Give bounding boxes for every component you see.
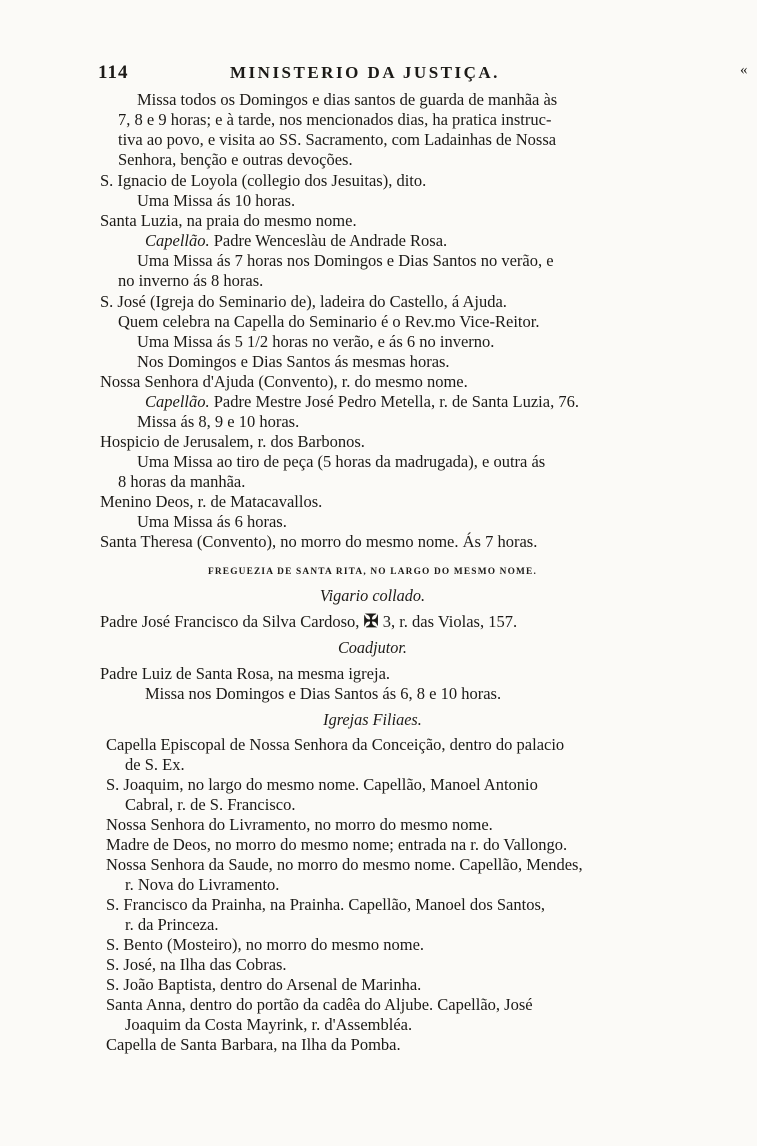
entry-title: S. Joaquim, no largo do mesmo nome. Capellão, Manoel Antonio <box>106 775 538 794</box>
text-line: Uma Missa ao tiro de peça (5 horas da madrugada), e outra ás <box>137 452 546 471</box>
text-line: Nos Domingos e Dias Santos ás mesmas horas. <box>137 352 450 371</box>
entry-title: Nossa Senhora da Saude, no morro do mesmo nome. Capellão, Mendes, <box>106 855 583 874</box>
entry-title: Santa Anna, dentro do portão da cadêa do Aljube. Capellão, José <box>106 995 533 1014</box>
running-title: MINISTERIO DA JUSTIÇA. <box>230 63 500 82</box>
entry-title: Menino Deos, r. de Matacavallos. <box>100 492 323 511</box>
page-number: 114 <box>98 62 129 83</box>
text-line: no inverno ás 8 horas. <box>118 271 264 290</box>
chaplain-name: Padre Wenceslàu de Andrade Rosa. <box>209 231 448 250</box>
text-line: Uma Missa ás 6 horas. <box>137 512 287 531</box>
chaplain-line <box>145 231 447 251</box>
entry-title: Santa Theresa (Convento), no morro do mesmo nome. Ás 7 horas. <box>100 532 538 551</box>
page-header <box>0 62 757 86</box>
corner-mark: « <box>740 62 748 78</box>
chaplain-name: Padre Mestre José Pedro Metella, r. de Santa Luzia, 76. <box>209 392 579 411</box>
subheading-coadjutor: Coadjutor. <box>337 638 408 657</box>
vigario-name: Padre José Francisco da Silva Cardoso, <box>100 612 364 631</box>
text-line: 7, 8 e 9 horas; e à tarde, nos mencionados dias, ha pratica instruc- <box>118 110 552 129</box>
text-line: tiva ao povo, e visita ao SS. Sacramento, com Ladainhas de Nossa <box>118 130 557 149</box>
vigario-line <box>100 611 517 632</box>
text-line: Cabral, r. de S. Francisco. <box>125 795 296 814</box>
text-line: r. Nova do Livramento. <box>125 875 280 894</box>
cross-icon: ✠ <box>363 611 379 631</box>
text-line: Joaquim da Costa Mayrink, r. d'Assembléa. <box>125 1015 413 1034</box>
vigario-address: 3, r. das Violas, 157. <box>378 612 518 631</box>
entry-title: Capella Episcopal de Nossa Senhora da Conceição, dentro do palacio <box>106 735 565 754</box>
entry-title: S. Ignacio de Loyola (collegio dos Jesuitas), dito. <box>100 171 427 190</box>
entry-title: S. Francisco da Prainha, na Prainha. Capellão, Manoel dos Santos, <box>106 895 545 914</box>
text-line: de S. Ex. <box>125 755 185 774</box>
text-line: Uma Missa ás 5 1/2 horas no verão, e ás 6 no inverno. <box>137 332 495 351</box>
entry-title: S. João Baptista, dentro do Arsenal de Marinha. <box>106 975 422 994</box>
entry-title: S. José, na Ilha das Cobras. <box>106 955 287 974</box>
entry-title: S. José (Igreja do Seminario de), ladeira do Castello, á Ajuda. <box>100 292 507 311</box>
entry-title: Nossa Senhora d'Ajuda (Convento), r. do mesmo nome. <box>100 372 468 391</box>
text-line: Missa todos os Domingos e dias santos de guarda de manhãa às <box>137 90 558 109</box>
subheading-filiaes: Igrejas Filiaes. <box>323 710 422 729</box>
entry-title: Hospicio de Jerusalem, r. dos Barbonos. <box>100 432 365 451</box>
text-line: Senhora, benção e outras devoções. <box>118 150 353 169</box>
text-line: Uma Missa ás 10 horas. <box>137 191 296 210</box>
text-line: Quem celebra na Capella do Seminario é o Rev.mo Vice-Reitor. <box>118 312 540 331</box>
section-heading: FREGUEZIA DE SANTA RITA, NO LARGO DO MESMO NOME. <box>207 567 537 577</box>
text-line: 8 horas da manhãa. <box>118 472 246 491</box>
entry-title: Padre Luiz de Santa Rosa, na mesma igreja. <box>100 664 391 683</box>
text-line: Missa nos Domingos e Dias Santos ás 6, 8 e 10 horas. <box>145 684 502 703</box>
text-line: Uma Missa ás 7 horas nos Domingos e Dias Santos no verão, e <box>137 251 554 270</box>
chaplain-line <box>145 392 579 412</box>
text-line: r. da Princeza. <box>125 915 219 934</box>
entry-title: Capella de Santa Barbara, na Ilha da Pomba. <box>106 1035 401 1054</box>
chaplain-label: Capellão. <box>145 392 210 411</box>
entry-title: S. Bento (Mosteiro), no morro do mesmo nome. <box>106 935 425 954</box>
entry-title: Nossa Senhora do Livramento, no morro do mesmo nome. <box>106 815 493 834</box>
text-line: Missa ás 8, 9 e 10 horas. <box>137 412 300 431</box>
chaplain-label: Capellão. <box>145 231 210 250</box>
entry-title: Santa Luzia, na praia do mesmo nome. <box>100 211 357 230</box>
subheading-vigario: Vigario collado. <box>319 586 426 605</box>
entry-title: Madre de Deos, no morro do mesmo nome; entrada na r. do Vallongo. <box>106 835 568 854</box>
